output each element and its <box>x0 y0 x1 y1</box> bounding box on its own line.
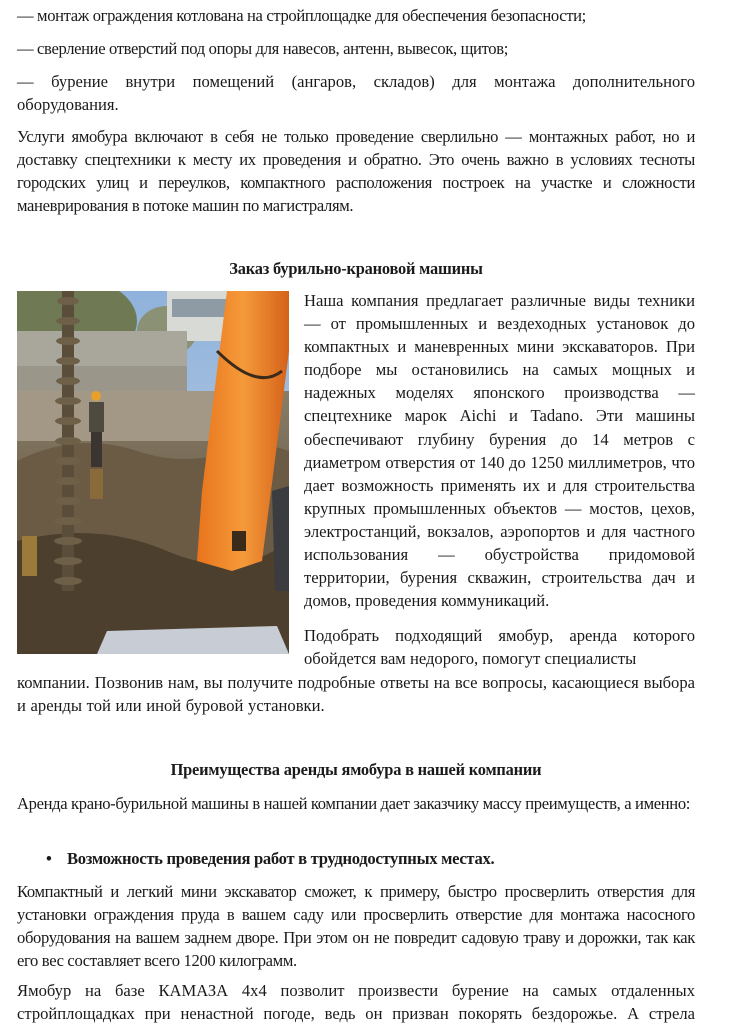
list-item: — бурение внутри помещений (ангаров, складов) для монтажа дополнительного оборудования. <box>17 72 695 114</box>
list-item: — монтаж ограждения котлована на стройплощадке для обеспечения безопасности; <box>17 6 586 25</box>
paragraph-advantages-intro: Аренда крано-бурильной машины в нашей компании дает заказчику массу преимуществ, а именно: <box>17 794 691 813</box>
bullet-icon: • <box>46 849 52 868</box>
paragraph-order-2-wrapped: Подобрать подходящий ямобур, аренда которого обойдется вам недорого, помогут специалисты <box>304 626 695 669</box>
order-text-block <box>304 289 695 671</box>
section-heading-order: Заказ бурильно-крановой машины <box>229 259 483 278</box>
paragraph-compact-excavator: Компактный и легкий мини экскаватор сможет, к примеру, быстро просверлить отверстия для установки ограждения пруда в вашем саду или просверлить отверстие для монтажа насосного оборудования на вашем заднем дворе. При этом он не повредит садовую траву и дорожки, так как его вес составляет всего 1200 килограмм. <box>17 882 695 970</box>
paragraph-order-2-continued: компании. Позвонив нам, вы получите подробные ответы на все вопросы, касающиеся выбора и аренды той или иной буровой установки. <box>17 673 695 715</box>
advantage-bullet-text: Возможность проведения работ в труднодоступных местах. <box>67 849 495 868</box>
paragraph-order-1: Наша компания предлагает различные виды техники — от промышленных и вездеходных установок до компактных и маневренных мини экскаваторов. При подборе мы остановились на самых мощных и надежных моделях японского производства — спецтехнике марок Aichi и Tadano. Эти машины обеспечивают глубину бурения до 14 метров с диаметром отверстия от 140 до 1250 миллиметров, что дает возможность применять их и для строительства крупных промышленных объектов — мостов, цехов, электростанций, вокзалов, аэропортов и для частного использования — обустройства придомовой территории, бурения скважин, строительства дач и домов, проведения коммуникаций. <box>304 291 695 611</box>
paragraph-kamaz: Ямобур на базе КАМАЗА 4х4 позволит произвести бурение на самых отдаленных стройплощадках при ненастной погоде, ведь он призван покорять бездорожье. А стрела <box>17 981 695 1023</box>
excavator-photo <box>17 291 289 654</box>
advantage-bullet-item <box>17 847 695 870</box>
paragraph-services: Услуги ямобура включают в себя не только проведение сверлильно — монтажных работ, но и доставку спецтехники к месту их проведения и обратно. Это очень важно в условиях тесноты городских улиц и переулков, компактного расположения построек на участке и сложности маневрирования в потоке машин по магистралям. <box>17 127 695 215</box>
list-item: — сверление отверстий под опоры для навесов, антенн, вывесок, щитов; <box>17 39 508 58</box>
section-heading-advantages: Преимущества аренды ямобура в нашей компании <box>170 760 542 779</box>
